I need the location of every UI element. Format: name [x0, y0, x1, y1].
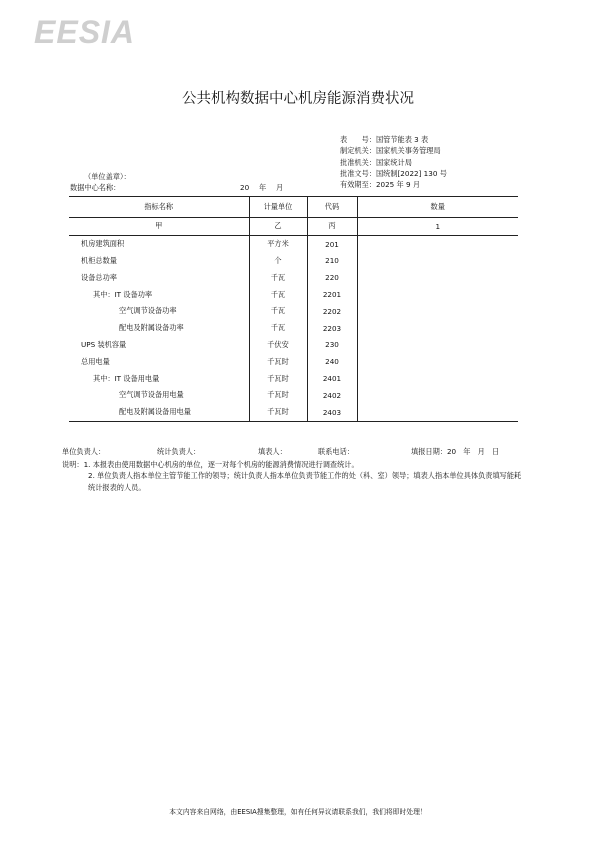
row-unit: 平方米	[249, 235, 307, 252]
row-unit: 个	[249, 253, 307, 270]
table-row	[69, 387, 518, 404]
table-header-row	[69, 197, 518, 218]
row-code: 2201	[307, 286, 357, 303]
meta-form-number: 表 号：国管节能表 3 表	[340, 135, 429, 144]
table-row	[69, 303, 518, 320]
row-name: 机柜总数量	[81, 255, 117, 265]
row-unit: 千伏安	[249, 337, 307, 354]
period-year-label: 年	[259, 183, 267, 192]
page-title: 公共机构数据中心机房能源消费状况	[182, 91, 414, 107]
table-row	[69, 269, 518, 286]
table-row	[69, 235, 518, 252]
row-unit: 千瓦	[249, 286, 307, 303]
row-quantity[interactable]	[357, 253, 518, 270]
header-unit: 计量单位	[249, 197, 307, 218]
row-quantity[interactable]	[357, 404, 518, 421]
row-unit: 千瓦时	[249, 353, 307, 370]
row-quantity[interactable]	[357, 303, 518, 320]
row-unit: 千瓦时	[249, 404, 307, 421]
subheader-bing: 丙	[307, 218, 357, 236]
row-name: 其中：IT 设备功率	[93, 289, 153, 299]
row-quantity[interactable]	[357, 353, 518, 370]
table-row	[69, 320, 518, 337]
header-indicator-name: 指标名称	[69, 197, 249, 218]
row-name: 配电及附属设备用电量	[69, 404, 249, 421]
row-code: 2402	[307, 387, 357, 404]
filler-label: 填表人：	[258, 447, 287, 456]
row-quantity[interactable]	[357, 387, 518, 404]
row-code: 230	[307, 337, 357, 354]
row-quantity[interactable]	[357, 320, 518, 337]
row-unit: 千瓦时	[249, 387, 307, 404]
row-code: 2403	[307, 404, 357, 421]
header-code: 代码	[307, 197, 357, 218]
stats-head-label: 统计负责人：	[157, 447, 201, 456]
row-code: 2203	[307, 320, 357, 337]
period-month-label: 月	[276, 183, 284, 192]
row-quantity[interactable]	[357, 286, 518, 303]
row-unit: 千瓦时	[249, 370, 307, 387]
table-row	[69, 253, 518, 270]
meta-approving-authority: 批准机关：国家统计局	[340, 157, 412, 167]
row-code: 201	[307, 235, 357, 252]
eesia-logo: EESIA	[34, 14, 136, 50]
note-2: 2. 单位负责人指本单位主管节能工作的领导；统计负责人指本单位负责节能工作的处（科、室）领导；填表人指本单位具体负责填写能耗统计报表的人员。	[88, 471, 522, 492]
row-quantity[interactable]	[357, 235, 518, 252]
header-quantity: 数量	[357, 197, 518, 218]
row-code: 2401	[307, 370, 357, 387]
row-name: 机房建筑面积	[81, 239, 125, 249]
meta-approval-number: 批准文号：国统制[2022] 130 号	[340, 168, 447, 178]
energy-table	[69, 196, 518, 422]
form-meta	[340, 134, 447, 190]
row-code: 2202	[307, 303, 357, 320]
period-prefix: 20	[240, 183, 250, 192]
row-unit: 千瓦	[249, 303, 307, 320]
row-name: 空气调节设备功率	[119, 306, 177, 316]
table-subheader-row	[69, 218, 518, 236]
table-row	[69, 286, 518, 303]
subheader-yi: 乙	[249, 218, 307, 236]
footer-disclaimer: 本文内容来自网络，由EESIA搜集整理，如有任何异议请联系我们，我们将即时处理！	[169, 808, 427, 816]
table-row	[69, 404, 518, 421]
subheader-jia: 甲	[69, 218, 249, 236]
row-code: 220	[307, 269, 357, 286]
row-unit: 千瓦	[249, 320, 307, 337]
row-code: 240	[307, 353, 357, 370]
table-row	[69, 370, 518, 387]
fill-date-label: 填报日期：20 年 月 日	[411, 447, 500, 456]
unit-seal-label: （单位盖章）：	[84, 172, 131, 181]
meta-issuing-authority: 制定机关：国家机关事务管理局	[340, 146, 441, 156]
row-name: 其中：IT 设备用电量	[93, 373, 160, 383]
row-name: 空气调节设备用电量	[119, 390, 184, 400]
row-unit: 千瓦	[249, 269, 307, 286]
subheader-one: 1	[357, 218, 518, 236]
row-code: 210	[307, 253, 357, 270]
row-quantity[interactable]	[357, 269, 518, 286]
row-name: 总用电量	[81, 356, 110, 366]
notes	[62, 459, 522, 493]
row-name: 配电及附属设备功率	[119, 323, 184, 333]
row-name: 设备总功率	[81, 272, 117, 282]
data-center-name-label: 数据中心名称：	[70, 183, 121, 192]
table-row	[69, 337, 518, 354]
phone-label: 联系电话：	[318, 447, 354, 456]
note-1: 说明：1. 本报表由使用数据中心机房的单位，逐一对每个机房的能源消费情况进行调查统计。	[62, 460, 359, 469]
unit-head-label: 单位负责人：	[62, 447, 106, 456]
meta-valid-until: 有效期至：2025 年 9 月	[340, 180, 421, 190]
row-name: UPS 装机容量	[81, 339, 127, 349]
table-row	[69, 353, 518, 370]
row-quantity[interactable]	[357, 370, 518, 387]
row-quantity[interactable]	[357, 337, 518, 354]
